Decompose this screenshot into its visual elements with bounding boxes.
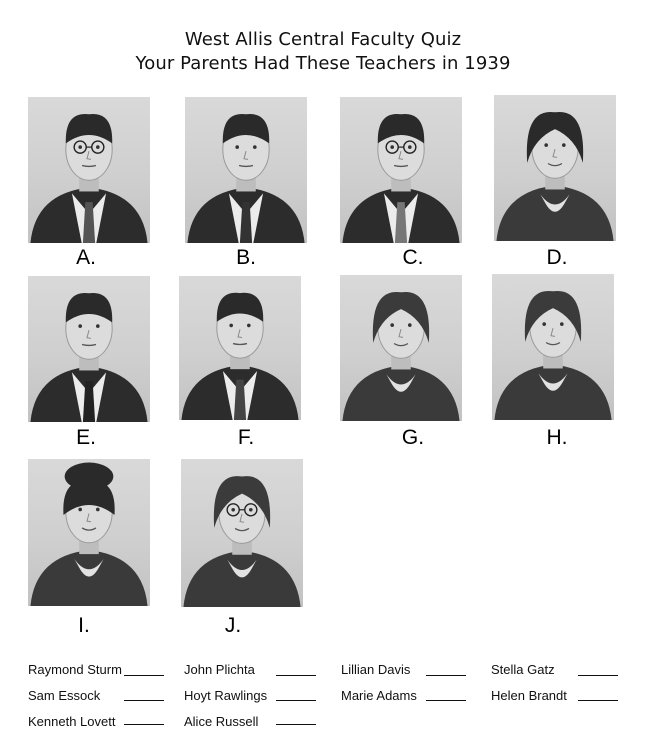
name-option: Hoyt Rawlings — [184, 688, 268, 703]
photo-j — [181, 459, 303, 607]
name-option: Kenneth Lovett — [28, 714, 116, 729]
name-option: Sam Essock — [28, 688, 101, 703]
name-option: Stella Gatz — [491, 662, 555, 677]
photo-a — [28, 97, 150, 243]
photo-c — [340, 97, 462, 243]
name-option: Marie Adams — [341, 688, 417, 703]
answer-blank[interactable] — [124, 675, 164, 676]
name-option: Raymond Sturm — [28, 662, 122, 677]
label-b: B. — [236, 246, 256, 269]
photo-d — [494, 95, 616, 241]
portrait-image — [181, 459, 303, 607]
label-g: G. — [401, 426, 425, 449]
answer-blank[interactable] — [276, 675, 316, 676]
name-option: John Plichta — [184, 662, 255, 677]
label-i: I. — [78, 614, 90, 637]
answer-blank[interactable] — [276, 700, 316, 701]
photo-b — [185, 97, 307, 243]
photo-h — [492, 274, 614, 420]
label-e: E. — [76, 426, 96, 449]
portrait-image — [185, 97, 307, 243]
answer-blank[interactable] — [578, 675, 618, 676]
portrait-image — [179, 276, 301, 420]
answer-blank[interactable] — [426, 675, 466, 676]
portrait-image — [340, 275, 462, 421]
answer-blank[interactable] — [426, 700, 466, 701]
portrait-image — [340, 97, 462, 243]
quiz-title: West Allis Central Faculty Quiz — [184, 29, 462, 50]
name-option: Alice Russell — [184, 714, 259, 729]
photo-g — [340, 275, 462, 421]
answer-blank[interactable] — [124, 724, 164, 725]
label-f: F. — [237, 426, 255, 449]
portrait-image — [28, 459, 150, 606]
answer-blank[interactable] — [276, 724, 316, 725]
label-d: D. — [546, 246, 568, 269]
portrait-image — [492, 274, 614, 420]
portrait-image — [494, 95, 616, 241]
photo-i — [28, 459, 150, 606]
name-option: Lillian Davis — [341, 662, 411, 677]
portrait-image — [28, 276, 150, 422]
portrait-image — [28, 97, 150, 243]
answer-blank[interactable] — [578, 700, 618, 701]
label-c: C. — [402, 246, 424, 269]
photo-f — [179, 276, 301, 420]
name-option: Helen Brandt — [491, 688, 567, 703]
quiz-subtitle: Your Parents Had These Teachers in 1939 — [135, 53, 511, 74]
label-a: A. — [76, 246, 96, 269]
answer-blank[interactable] — [124, 700, 164, 701]
label-j: J. — [224, 614, 242, 637]
label-h: H. — [546, 426, 568, 449]
photo-e — [28, 276, 150, 422]
